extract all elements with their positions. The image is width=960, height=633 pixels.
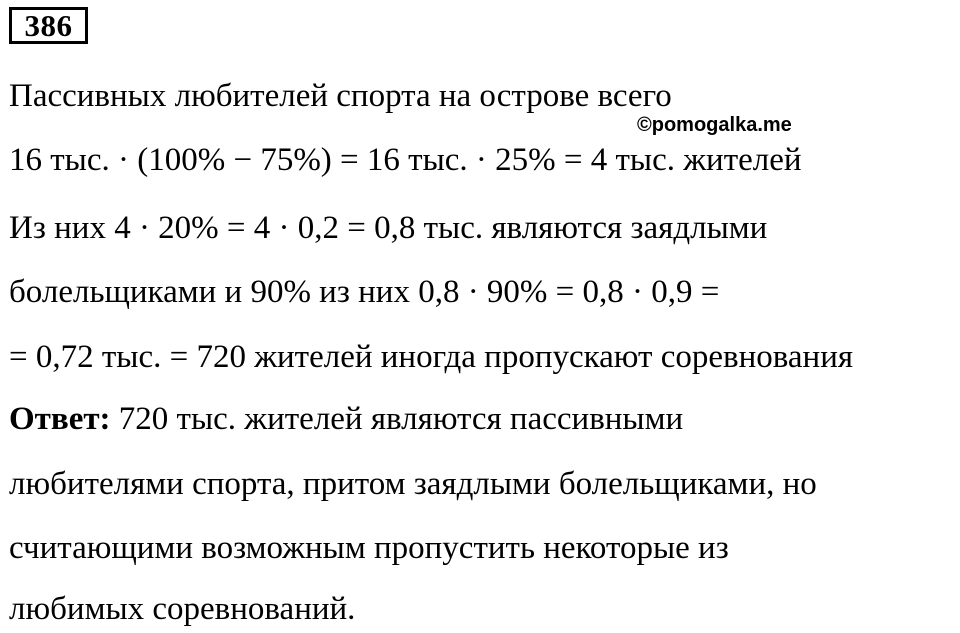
answer-line-2: любителями спорта, притом заядлыми болельщиками, но: [9, 466, 817, 502]
solution-line-4: болельщиками и 90% из них 0,8 · 90% = 0,8 · 0,9 =: [9, 274, 720, 310]
solution-line-1: Пассивных любителей спорта на острове всего: [9, 78, 672, 114]
solution-line-5: = 0,72 тыс. = 720 жителей иногда пропускают соревнования: [9, 339, 854, 375]
watermark: ©pomogalka.me: [637, 114, 792, 136]
problem-number: 386: [9, 7, 88, 44]
answer-label: Ответ:: [9, 401, 111, 437]
solution-line-3: Из них 4 · 20% = 4 · 0,2 = 0,8 тыс. являются заядлыми: [9, 210, 768, 246]
answer-line-1: [9, 399, 683, 439]
solution-line-2: 16 тыс. · (100% − 75%) = 16 тыс. · 25% = 4 тыс. жителей: [9, 142, 802, 178]
answer-text-1: 720 тыс. жителей являются пассивными: [110, 401, 684, 437]
answer-line-3: считающими возможным пропустить некоторые из: [9, 530, 729, 566]
answer-line-4: любимых соревнований.: [9, 591, 356, 627]
